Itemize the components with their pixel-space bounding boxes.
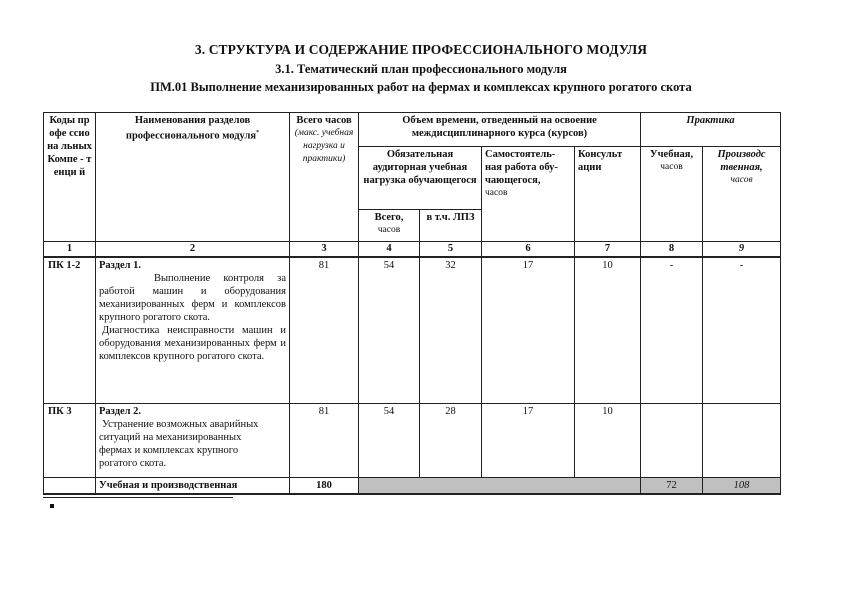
header-mandatory-load: Обязательная аудиторная учебная нагрузка обучающегося xyxy=(359,147,482,210)
summary-production-practice: 108 xyxy=(703,477,781,494)
summary-gray-fill xyxy=(359,477,641,494)
footnote-divider xyxy=(43,497,233,498)
educational-practice-hours: - xyxy=(641,257,703,403)
column-numbers-row xyxy=(44,242,781,258)
production-practice-hours xyxy=(703,403,781,477)
section-description: Раздел 1. Выполнение контроля за работой машин и оборудования механизированных ферм и комплексов крупного рогатого скота. Диагностика неисправности машин и оборудования механизированных ферм и комплексов крупного рогатого скота. xyxy=(96,257,290,403)
header-total-hours: Всего часов (макс. учебная нагрузка и практики) xyxy=(290,113,359,242)
consultation-hours: 10 xyxy=(575,257,641,403)
summary-label: Учебная и производственная xyxy=(96,477,290,494)
header-lpz: в т.ч. ЛПЗ xyxy=(420,210,482,242)
lpz-hours: 28 xyxy=(420,403,482,477)
competence-code: ПК 1-2 xyxy=(44,257,96,403)
self-study-hours: 17 xyxy=(482,257,575,403)
header-section-names: Наименования разделов профессионального модуля* xyxy=(96,113,290,242)
table-row xyxy=(44,257,781,403)
all-hours: 54 xyxy=(359,403,420,477)
header-volume: Объем времени, отведенный на освоение междисциплинарного курса (курсов) xyxy=(359,113,641,147)
col-num: 8 xyxy=(641,242,703,258)
production-practice-hours: - xyxy=(703,257,781,403)
all-hours: 54 xyxy=(359,257,420,403)
col-num: 2 xyxy=(96,242,290,258)
header-codes: Коды профе ссиона льных Компе - тенци й xyxy=(44,113,96,242)
col-num: 6 xyxy=(482,242,575,258)
col-num: 9 xyxy=(703,242,781,258)
total-hours: 81 xyxy=(290,403,359,477)
header-educational-practice: Учебная, часов xyxy=(641,147,703,242)
consultation-hours: 10 xyxy=(575,403,641,477)
col-num: 4 xyxy=(359,242,420,258)
col-num: 3 xyxy=(290,242,359,258)
section-heading: 3. СТРУКТУРА И СОДЕРЖАНИЕ ПРОФЕССИОНАЛЬНОГО МОДУЛЯ xyxy=(194,42,648,57)
lpz-hours: 32 xyxy=(420,257,482,403)
self-study-hours: 17 xyxy=(482,403,575,477)
header-practice: Практика xyxy=(641,113,781,147)
header-consultations: Консульт ации xyxy=(575,147,641,242)
module-title: ПМ.01 Выполнение механизированных работ на фермах и комплексах крупного рогатого скота xyxy=(150,80,692,94)
competence-code: ПК 3 xyxy=(44,403,96,477)
col-num: 5 xyxy=(420,242,482,258)
footnote-marker xyxy=(50,504,54,508)
summary-educational-practice: 72 xyxy=(641,477,703,494)
header-self-study: Самостоятель-ная работа обу-чающегося, часов xyxy=(482,147,575,242)
educational-practice-hours xyxy=(641,403,703,477)
header-all-hours: Всего, часов xyxy=(359,210,420,242)
col-num: 7 xyxy=(575,242,641,258)
summary-total: 180 xyxy=(290,477,359,494)
subsection-heading: 3.1. Тематический план профессионального модуля xyxy=(275,62,567,76)
section-description: Раздел 2. Устранение возможных аварийных ситуаций на механизированных фермах и комплексах крупного рогатого скота. xyxy=(96,403,290,477)
table-row xyxy=(44,403,781,477)
header-production-practice: Производс твенная, часов xyxy=(703,147,781,242)
summary-row xyxy=(44,477,781,494)
col-num: 1 xyxy=(44,242,96,258)
summary-code-empty xyxy=(44,477,96,494)
thematic-plan-table xyxy=(43,112,781,495)
total-hours: 81 xyxy=(290,257,359,403)
